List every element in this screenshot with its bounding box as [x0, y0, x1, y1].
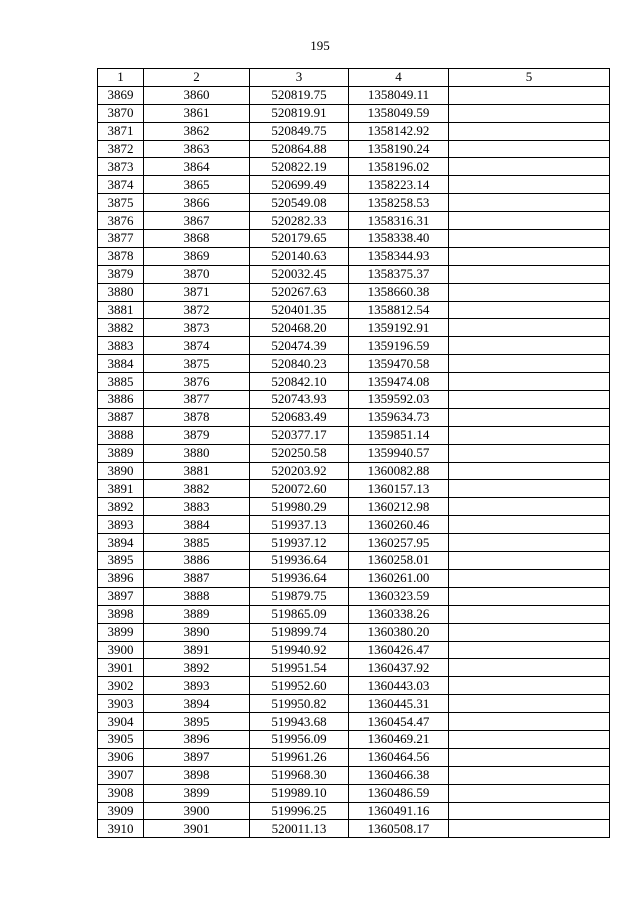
table-cell: 1360082.88: [349, 462, 449, 480]
table-cell: 3866: [144, 194, 250, 212]
table-cell: 3896: [144, 730, 250, 748]
table-cell: 1360443.03: [349, 677, 449, 695]
table-cell: 1358196.02: [349, 158, 449, 176]
table-cell: 3862: [144, 122, 250, 140]
table-cell: 519961.26: [250, 748, 349, 766]
table-cell: 1359592.03: [349, 391, 449, 409]
table-row: [98, 247, 610, 265]
table-cell: 3877: [144, 391, 250, 409]
table-cell: 520401.35: [250, 301, 349, 319]
table-cell: 520468.20: [250, 319, 349, 337]
table-cell: [449, 408, 610, 426]
table-cell: [449, 462, 610, 480]
table-cell: 3872: [98, 140, 144, 158]
table-cell: 3861: [144, 104, 250, 122]
table-cell: 3863: [144, 140, 250, 158]
table-row: [98, 766, 610, 784]
table-cell: 1358812.54: [349, 301, 449, 319]
table-row: [98, 462, 610, 480]
table-cell: [449, 641, 610, 659]
table-cell: [449, 104, 610, 122]
table-cell: 3908: [98, 784, 144, 802]
table-cell: [449, 480, 610, 498]
table-cell: 3893: [98, 516, 144, 534]
table-row: [98, 748, 610, 766]
table-row: [98, 784, 610, 802]
table-cell: 3879: [144, 426, 250, 444]
table-cell: 3892: [98, 498, 144, 516]
table-cell: [449, 194, 610, 212]
table-cell: [449, 766, 610, 784]
table-cell: 1358258.53: [349, 194, 449, 212]
table-cell: 1358190.24: [349, 140, 449, 158]
table-cell: 520377.17: [250, 426, 349, 444]
table-cell: 3897: [144, 748, 250, 766]
table-cell: 3900: [98, 641, 144, 659]
table-cell: [449, 319, 610, 337]
column-header: 5: [449, 69, 610, 87]
table-cell: [449, 748, 610, 766]
table-row: [98, 122, 610, 140]
table-row: [98, 587, 610, 605]
table-cell: 3896: [98, 569, 144, 587]
table-cell: 3871: [98, 122, 144, 140]
table-cell: 1360338.26: [349, 605, 449, 623]
table-cell: 3865: [144, 176, 250, 194]
table-cell: 1360426.47: [349, 641, 449, 659]
table-cell: [449, 498, 610, 516]
table-cell: 1359474.08: [349, 373, 449, 391]
table-cell: [449, 444, 610, 462]
table-cell: [449, 552, 610, 570]
table-row: [98, 355, 610, 373]
table-cell: 3893: [144, 677, 250, 695]
table-cell: 1360257.95: [349, 534, 449, 552]
table-row: [98, 695, 610, 713]
table-cell: [449, 802, 610, 820]
table-row: [98, 337, 610, 355]
table-cell: 3895: [98, 552, 144, 570]
table-row: [98, 677, 610, 695]
table-cell: 520250.58: [250, 444, 349, 462]
table-cell: 1359634.73: [349, 408, 449, 426]
table-cell: 1360445.31: [349, 695, 449, 713]
table-cell: 519943.68: [250, 713, 349, 731]
table-cell: [449, 820, 610, 838]
table-cell: 3898: [98, 605, 144, 623]
table-cell: 3873: [98, 158, 144, 176]
table-cell: 3886: [144, 552, 250, 570]
table-cell: 3879: [98, 265, 144, 283]
table-cell: 3886: [98, 391, 144, 409]
table-cell: 3910: [98, 820, 144, 838]
table-row: [98, 194, 610, 212]
table-cell: 3889: [98, 444, 144, 462]
table-cell: 519956.09: [250, 730, 349, 748]
table-cell: [449, 623, 610, 641]
table-body: [98, 86, 610, 837]
table-cell: 1360469.21: [349, 730, 449, 748]
table-row: [98, 605, 610, 623]
table-cell: [449, 534, 610, 552]
table-cell: 3864: [144, 158, 250, 176]
table-cell: 3870: [98, 104, 144, 122]
table-cell: 520282.33: [250, 212, 349, 230]
table-cell: 3885: [98, 373, 144, 391]
table-cell: 1360323.59: [349, 587, 449, 605]
table-cell: 1360261.00: [349, 569, 449, 587]
table-cell: 3873: [144, 319, 250, 337]
table-cell: 3905: [98, 730, 144, 748]
table-row: [98, 516, 610, 534]
table-cell: [449, 391, 610, 409]
table-cell: 1358049.11: [349, 86, 449, 104]
table-cell: 3878: [144, 408, 250, 426]
table-cell: 3897: [98, 587, 144, 605]
table-cell: 520864.88: [250, 140, 349, 158]
table-row: [98, 820, 610, 838]
table-cell: [449, 158, 610, 176]
table-cell: 520267.63: [250, 283, 349, 301]
table-cell: 3887: [98, 408, 144, 426]
table-cell: 1359196.59: [349, 337, 449, 355]
table-row: [98, 140, 610, 158]
table-row: [98, 534, 610, 552]
table-header-row: [98, 69, 610, 87]
table-cell: [449, 86, 610, 104]
table-cell: 3870: [144, 265, 250, 283]
table-cell: 3876: [98, 212, 144, 230]
table-cell: 3906: [98, 748, 144, 766]
table-cell: [449, 713, 610, 731]
table-cell: 520474.39: [250, 337, 349, 355]
table-cell: 1360466.38: [349, 766, 449, 784]
table-row: [98, 623, 610, 641]
table-cell: [449, 426, 610, 444]
table-cell: 520819.91: [250, 104, 349, 122]
table-cell: 3902: [98, 677, 144, 695]
table-cell: 520203.92: [250, 462, 349, 480]
table-cell: [449, 212, 610, 230]
table-cell: 1359940.57: [349, 444, 449, 462]
table-cell: [449, 283, 610, 301]
table-cell: 1360260.46: [349, 516, 449, 534]
table-row: [98, 802, 610, 820]
table-cell: 1360454.47: [349, 713, 449, 731]
table-row: [98, 498, 610, 516]
table-cell: 3872: [144, 301, 250, 319]
column-header: 3: [250, 69, 349, 87]
page-number: 195: [310, 38, 330, 53]
table-cell: [449, 605, 610, 623]
table-cell: [449, 516, 610, 534]
table-cell: 520840.23: [250, 355, 349, 373]
table-cell: 519952.60: [250, 677, 349, 695]
table-cell: [449, 587, 610, 605]
table-cell: 1358338.40: [349, 230, 449, 248]
table-cell: 3871: [144, 283, 250, 301]
table-cell: [449, 373, 610, 391]
table-row: [98, 391, 610, 409]
table-cell: 520822.19: [250, 158, 349, 176]
table-cell: [449, 265, 610, 283]
table-cell: 3884: [144, 516, 250, 534]
table-cell: [449, 122, 610, 140]
table-row: [98, 230, 610, 248]
table-cell: 520032.45: [250, 265, 349, 283]
table-cell: [449, 659, 610, 677]
table-row: [98, 86, 610, 104]
table-cell: [449, 301, 610, 319]
coordinates-table: [97, 68, 610, 838]
table-cell: 3868: [144, 230, 250, 248]
table-cell: 519951.54: [250, 659, 349, 677]
table-cell: 519989.10: [250, 784, 349, 802]
column-header: 4: [349, 69, 449, 87]
table-cell: 520819.75: [250, 86, 349, 104]
table-row: [98, 319, 610, 337]
table-cell: 3878: [98, 247, 144, 265]
table-cell: 3909: [98, 802, 144, 820]
table-cell: [449, 140, 610, 158]
table-cell: 520743.93: [250, 391, 349, 409]
table-cell: 3899: [98, 623, 144, 641]
table-cell: 3888: [98, 426, 144, 444]
table-row: [98, 212, 610, 230]
column-header: 1: [98, 69, 144, 87]
table-row: [98, 176, 610, 194]
table-cell: 3876: [144, 373, 250, 391]
table-cell: 3903: [98, 695, 144, 713]
table-cell: 3874: [98, 176, 144, 194]
table-row: [98, 265, 610, 283]
table-cell: 3881: [98, 301, 144, 319]
table-cell: 1360508.17: [349, 820, 449, 838]
table-cell: 3895: [144, 713, 250, 731]
table-row: [98, 480, 610, 498]
table-cell: 3891: [98, 480, 144, 498]
table-cell: 520699.49: [250, 176, 349, 194]
table-cell: 1360437.92: [349, 659, 449, 677]
table-cell: 1358142.92: [349, 122, 449, 140]
table-cell: 3867: [144, 212, 250, 230]
table-cell: 519936.64: [250, 552, 349, 570]
table-row: [98, 730, 610, 748]
table-cell: 519899.74: [250, 623, 349, 641]
table-cell: 519937.12: [250, 534, 349, 552]
table-cell: [449, 247, 610, 265]
table-cell: 3907: [98, 766, 144, 784]
table-cell: [449, 569, 610, 587]
table-row: [98, 444, 610, 462]
column-header: 2: [144, 69, 250, 87]
table-cell: 520011.13: [250, 820, 349, 838]
table-cell: 3882: [144, 480, 250, 498]
table-cell: 3891: [144, 641, 250, 659]
table-cell: 3894: [98, 534, 144, 552]
table-cell: 3869: [144, 247, 250, 265]
table-cell: 519996.25: [250, 802, 349, 820]
table-cell: 520179.65: [250, 230, 349, 248]
table-cell: [449, 176, 610, 194]
table-cell: 3877: [98, 230, 144, 248]
table-row: [98, 426, 610, 444]
table-cell: 3892: [144, 659, 250, 677]
table-cell: 520072.60: [250, 480, 349, 498]
table-cell: 3860: [144, 86, 250, 104]
table-cell: 1360157.13: [349, 480, 449, 498]
table-cell: 1360464.56: [349, 748, 449, 766]
table-row: [98, 713, 610, 731]
table-cell: 519968.30: [250, 766, 349, 784]
table-cell: 3885: [144, 534, 250, 552]
table-cell: 519940.92: [250, 641, 349, 659]
table-cell: [449, 355, 610, 373]
table-cell: 3875: [98, 194, 144, 212]
table-row: [98, 659, 610, 677]
table-cell: 1360486.59: [349, 784, 449, 802]
table-row: [98, 104, 610, 122]
table-cell: 3880: [144, 444, 250, 462]
table-cell: 3874: [144, 337, 250, 355]
table-cell: 519936.64: [250, 569, 349, 587]
table-cell: 3875: [144, 355, 250, 373]
table-row: [98, 283, 610, 301]
table-cell: 1358316.31: [349, 212, 449, 230]
table-cell: 519980.29: [250, 498, 349, 516]
table-cell: [449, 695, 610, 713]
table-cell: 1358375.37: [349, 265, 449, 283]
table-row: [98, 641, 610, 659]
table-cell: 3888: [144, 587, 250, 605]
table-cell: 3899: [144, 784, 250, 802]
table-cell: 519937.13: [250, 516, 349, 534]
table-cell: 3890: [98, 462, 144, 480]
table-cell: 1358049.59: [349, 104, 449, 122]
table-cell: 3883: [144, 498, 250, 516]
table-cell: [449, 230, 610, 248]
table-cell: 3884: [98, 355, 144, 373]
table-cell: 520683.49: [250, 408, 349, 426]
table-cell: 520842.10: [250, 373, 349, 391]
table-cell: 1359851.14: [349, 426, 449, 444]
table-row: [98, 408, 610, 426]
table-cell: 519950.82: [250, 695, 349, 713]
table-row: [98, 569, 610, 587]
table-cell: 520549.08: [250, 194, 349, 212]
table-cell: 3869: [98, 86, 144, 104]
table-cell: 3882: [98, 319, 144, 337]
table-cell: 3883: [98, 337, 144, 355]
table-cell: [449, 337, 610, 355]
table-cell: 1360380.20: [349, 623, 449, 641]
table-cell: 1358660.38: [349, 283, 449, 301]
table-cell: 3890: [144, 623, 250, 641]
table-cell: 1359470.58: [349, 355, 449, 373]
table-cell: 519865.09: [250, 605, 349, 623]
table-cell: 3881: [144, 462, 250, 480]
table-cell: 3901: [144, 820, 250, 838]
table-cell: [449, 784, 610, 802]
table-row: [98, 158, 610, 176]
table-cell: 3904: [98, 713, 144, 731]
table-cell: 1360258.01: [349, 552, 449, 570]
table-cell: 3889: [144, 605, 250, 623]
table-cell: 3898: [144, 766, 250, 784]
table-cell: 3901: [98, 659, 144, 677]
table-row: [98, 373, 610, 391]
table-cell: 1359192.91: [349, 319, 449, 337]
table-cell: 519879.75: [250, 587, 349, 605]
table-cell: 520849.75: [250, 122, 349, 140]
table-cell: [449, 730, 610, 748]
table-cell: 3894: [144, 695, 250, 713]
table-cell: 1360491.16: [349, 802, 449, 820]
table-cell: [449, 677, 610, 695]
table-cell: 3887: [144, 569, 250, 587]
table-cell: 1360212.98: [349, 498, 449, 516]
table-cell: 1358344.93: [349, 247, 449, 265]
table-cell: 3880: [98, 283, 144, 301]
table-row: [98, 552, 610, 570]
table-cell: 3900: [144, 802, 250, 820]
table-row: [98, 301, 610, 319]
table-cell: 520140.63: [250, 247, 349, 265]
table-cell: 1358223.14: [349, 176, 449, 194]
